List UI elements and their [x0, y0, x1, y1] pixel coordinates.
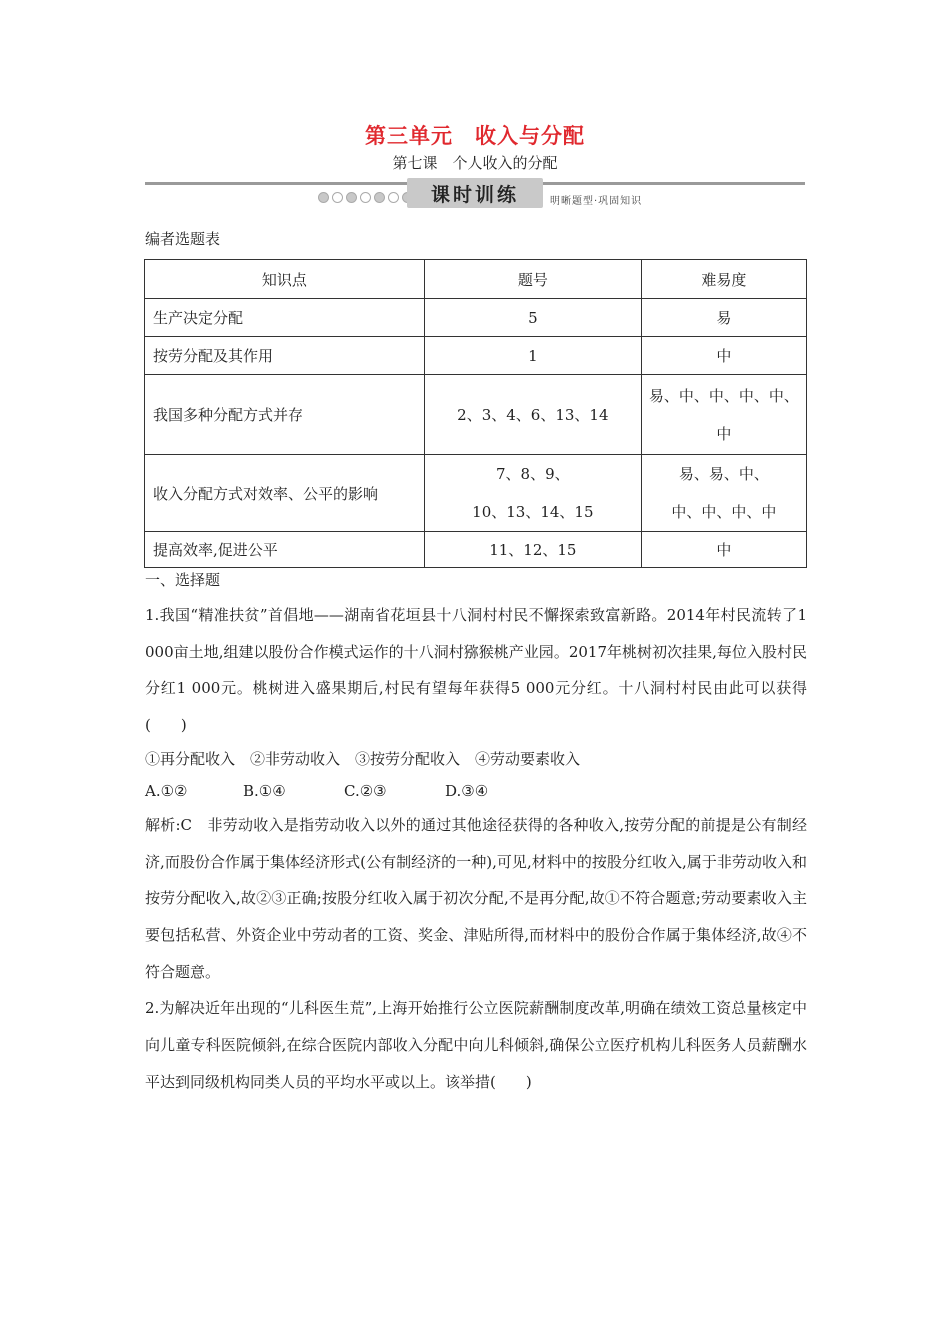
dot-icon — [318, 192, 329, 203]
dot-icon — [360, 192, 371, 203]
table-row — [145, 337, 807, 375]
dot-icon — [332, 192, 343, 203]
banner-dots — [318, 192, 413, 204]
question-1-stem: 1.我国“精准扶贫”首倡地——湖南省花垣县十八洞村村民不懈探索致富新路。2014年村民流转了1 000亩土地,组建以股份合作模式运作的十八洞村猕猴桃产业园。2017年桃树初次挂果,每位入股村民分红1 000元。桃树进入盛果期后,村民有望每年获得5 000元分红。十八洞村村民由此可以获得( ) — [145, 606, 807, 735]
difficulty-cell — [641, 455, 806, 532]
selector-table-label: 编者选题表 — [145, 230, 221, 248]
topic-cell: 生产决定分配 — [145, 299, 425, 337]
choice-c[interactable]: C.②③ — [344, 781, 387, 800]
difficulty-cell — [641, 375, 806, 455]
dot-icon — [388, 192, 399, 203]
table-header-numbers: 题号 — [424, 260, 641, 299]
numbers-cell: 11、12、15 — [424, 532, 641, 568]
question-1-choices — [145, 775, 807, 807]
question-2-stem: 2.为解决近年出现的“儿科医生荒”,上海开始推行公立医院薪酬制度改革,明确在绩效工资总量核定中向儿童专科医院倾斜,在综合医院内部收入分配中向儿科倾斜,确保公立医疗机构儿科医务人员薪酬水平达到同级机构同类人员的平均水平或以上。该举措( ) — [145, 999, 807, 1091]
difficulty-line: 易、中、中、中、中、 — [648, 386, 799, 405]
difficulty-line: 中、中、中、中 — [671, 503, 777, 521]
difficulty-line: 易、易、中、 — [678, 465, 769, 483]
selector-table — [144, 259, 807, 568]
topic-cell: 提高效率,促进公平 — [145, 532, 425, 568]
topic-cell: 我国多种分配方式并存 — [145, 375, 425, 455]
section-title: 一、选择题 — [145, 571, 221, 589]
table-header-topic: 知识点 — [145, 260, 425, 299]
topic-cell: 收入分配方式对效率、公平的影响 — [145, 455, 425, 532]
unit-title: 第三单元 收入与分配 — [365, 124, 585, 148]
lesson-title: 第七课 个人收入的分配 — [392, 154, 558, 172]
numbers-line: 7、8、9、 — [496, 465, 570, 483]
choice-d[interactable]: D.③④ — [445, 781, 489, 800]
table-row — [145, 299, 807, 337]
table-row — [145, 455, 807, 532]
question-1-analysis: 解析:C 非劳动收入是指劳动收入以外的通过其他途径获得的各种收入,按劳分配的前提是公有制经济,而股份合作属于集体经济形式(公有制经济的一种),可见,材料中的按股分红收入,属于非劳动收入和按劳分配收入,故②③正确;按股分红收入属于初次分配,不是再分配,故①不符合题意;劳动要素收入主要包括私营、外资企业中劳动者的工资、奖金、津贴所得,而材料中的股份合作属于集体经济,故④不符合题意。 — [145, 815, 807, 981]
banner-label: 课时训练 — [407, 178, 543, 208]
numbers-cell — [424, 455, 641, 532]
difficulty-line: 中 — [716, 424, 732, 443]
banner-subtitle: 明晰题型·巩固知识 — [550, 196, 643, 207]
choice-b[interactable]: B.①④ — [243, 781, 286, 800]
difficulty-cell: 易 — [641, 299, 806, 337]
dot-icon — [346, 192, 357, 203]
table-row — [145, 532, 807, 568]
difficulty-cell: 中 — [641, 337, 806, 375]
table-row — [145, 375, 807, 455]
numbers-cell: 5 — [424, 299, 641, 337]
questions-content — [145, 567, 807, 1100]
table-header-difficulty: 难易度 — [641, 260, 806, 299]
question-1-statements: ①再分配收入 ②非劳动收入 ③按劳分配收入 ④劳动要素收入 — [145, 749, 581, 768]
numbers-cell: 1 — [424, 337, 641, 375]
numbers-cell: 2、3、4、6、13、14 — [424, 375, 641, 455]
dot-icon — [374, 192, 385, 203]
choice-a[interactable]: A.①② — [145, 781, 188, 800]
numbers-line: 10、13、14、15 — [472, 503, 594, 521]
difficulty-cell: 中 — [641, 532, 806, 568]
topic-cell: 按劳分配及其作用 — [145, 337, 425, 375]
